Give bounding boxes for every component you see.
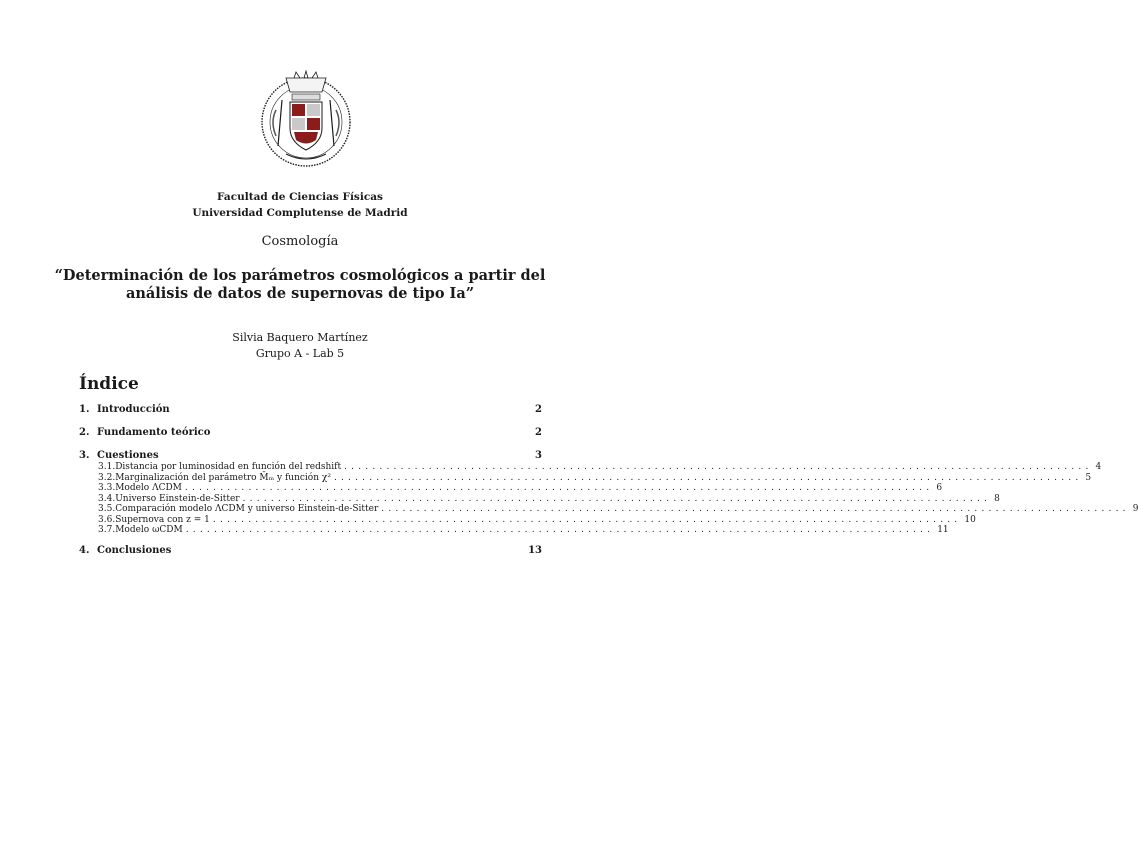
toc-subsection-3-7[interactable] bbox=[79, 525, 949, 536]
toc-section-number: 4. bbox=[79, 544, 90, 556]
toc-section-1[interactable] bbox=[79, 404, 542, 416]
toc-subsection-page: 9 bbox=[1132, 504, 1138, 514]
toc-heading: Índice bbox=[79, 374, 139, 394]
toc-leader-dots: .......................................................................................................... bbox=[381, 504, 1130, 514]
toc-section-3[interactable] bbox=[79, 450, 542, 462]
toc-subsection-page: 5 bbox=[1085, 472, 1092, 483]
author-name: Silvia Baquero Martínez bbox=[232, 331, 368, 344]
toc-subsection-title: Marginalización del parámetro M̄ₘ y función χ² bbox=[115, 472, 331, 483]
toc-subsection-3-3[interactable] bbox=[79, 483, 943, 494]
toc-leader-dots: .......................................................................................................... bbox=[242, 493, 992, 504]
toc-subsection-title: Modelo ωCDM bbox=[115, 525, 183, 535]
toc-subsection-number: 3.4. bbox=[98, 493, 116, 504]
toc-leader-dots: .......................................................................................................... bbox=[184, 483, 934, 493]
toc-section-number: 1. bbox=[79, 404, 90, 415]
group-label: Grupo A - Lab 5 bbox=[255, 347, 345, 360]
toc-subsection-number: 3.5. bbox=[98, 504, 116, 514]
author-block bbox=[0, 330, 600, 362]
university-name: Universidad Complutense de Madrid bbox=[192, 207, 408, 219]
faculty-block bbox=[0, 189, 600, 221]
toc-subsection-number: 3.6. bbox=[98, 514, 116, 525]
toc-subsection-title: Distancia por luminosidad en función del redshift bbox=[115, 462, 342, 472]
toc-subsection-3-2[interactable] bbox=[79, 472, 1092, 484]
toc-subsection-number: 3.2. bbox=[98, 472, 116, 483]
toc-section-page: 3 bbox=[535, 450, 542, 461]
toc-subsection-title: Comparación modelo ΛCDM y universo Einstein-de-Sitter bbox=[115, 504, 379, 514]
faculty-name: Facultad de Ciencias Físicas bbox=[217, 191, 383, 203]
toc-leader-dots: .......................................................................................................... bbox=[185, 525, 935, 535]
toc-subsection-title: Supernova con z = 1 bbox=[115, 514, 210, 525]
toc-subsection-page: 10 bbox=[964, 514, 976, 525]
toc-section-title: Introducción bbox=[97, 404, 170, 415]
toc-section-4[interactable] bbox=[79, 545, 542, 557]
toc-subsection-number: 3.3. bbox=[98, 483, 116, 493]
document-title bbox=[0, 267, 600, 303]
toc-subsection-3-1[interactable] bbox=[79, 462, 1102, 473]
toc-section-2[interactable] bbox=[79, 427, 542, 439]
toc-subsection-page: 11 bbox=[937, 525, 949, 535]
title-line-1: “Determinación de los parámetros cosmológicos a partir del bbox=[54, 267, 546, 284]
toc-subsection-number: 3.1. bbox=[98, 462, 116, 472]
toc-subsection-number: 3.7. bbox=[98, 525, 116, 535]
title-line-2: análisis de datos de supernovas de tipo Ia” bbox=[125, 285, 475, 302]
toc-subsection-3-4[interactable] bbox=[79, 493, 1000, 505]
toc-section-title: Conclusiones bbox=[97, 544, 172, 556]
toc-subsection-title: Modelo ΛCDM bbox=[115, 483, 182, 493]
toc-section-title: Cuestiones bbox=[97, 450, 159, 461]
toc-section-number: 2. bbox=[79, 427, 90, 438]
toc-section-page: 2 bbox=[535, 404, 542, 415]
toc-subsection-title: Universo Einstein-de-Sitter bbox=[115, 493, 240, 504]
toc-section-number: 3. bbox=[79, 450, 90, 461]
toc-section-page: 13 bbox=[528, 544, 542, 556]
toc-subsection-page: 8 bbox=[994, 493, 1000, 504]
toc-subsection-3-6[interactable] bbox=[79, 514, 976, 526]
toc-subsection-page: 4 bbox=[1095, 462, 1102, 472]
table-of-contents bbox=[79, 400, 1138, 557]
toc-section-title: Fundamento teórico bbox=[97, 427, 211, 438]
university-crest-icon bbox=[256, 70, 356, 170]
subject-title: Cosmología bbox=[261, 234, 339, 249]
toc-subsection-page: 6 bbox=[936, 483, 943, 493]
toc-subsection-3-5[interactable] bbox=[79, 504, 1138, 515]
toc-section-page: 2 bbox=[535, 427, 542, 438]
toc-leader-dots: .......................................................................................................... bbox=[212, 514, 962, 525]
toc-leader-dots: .......................................................................................................... bbox=[333, 472, 1083, 483]
toc-leader-dots: .......................................................................................................... bbox=[344, 462, 1093, 472]
